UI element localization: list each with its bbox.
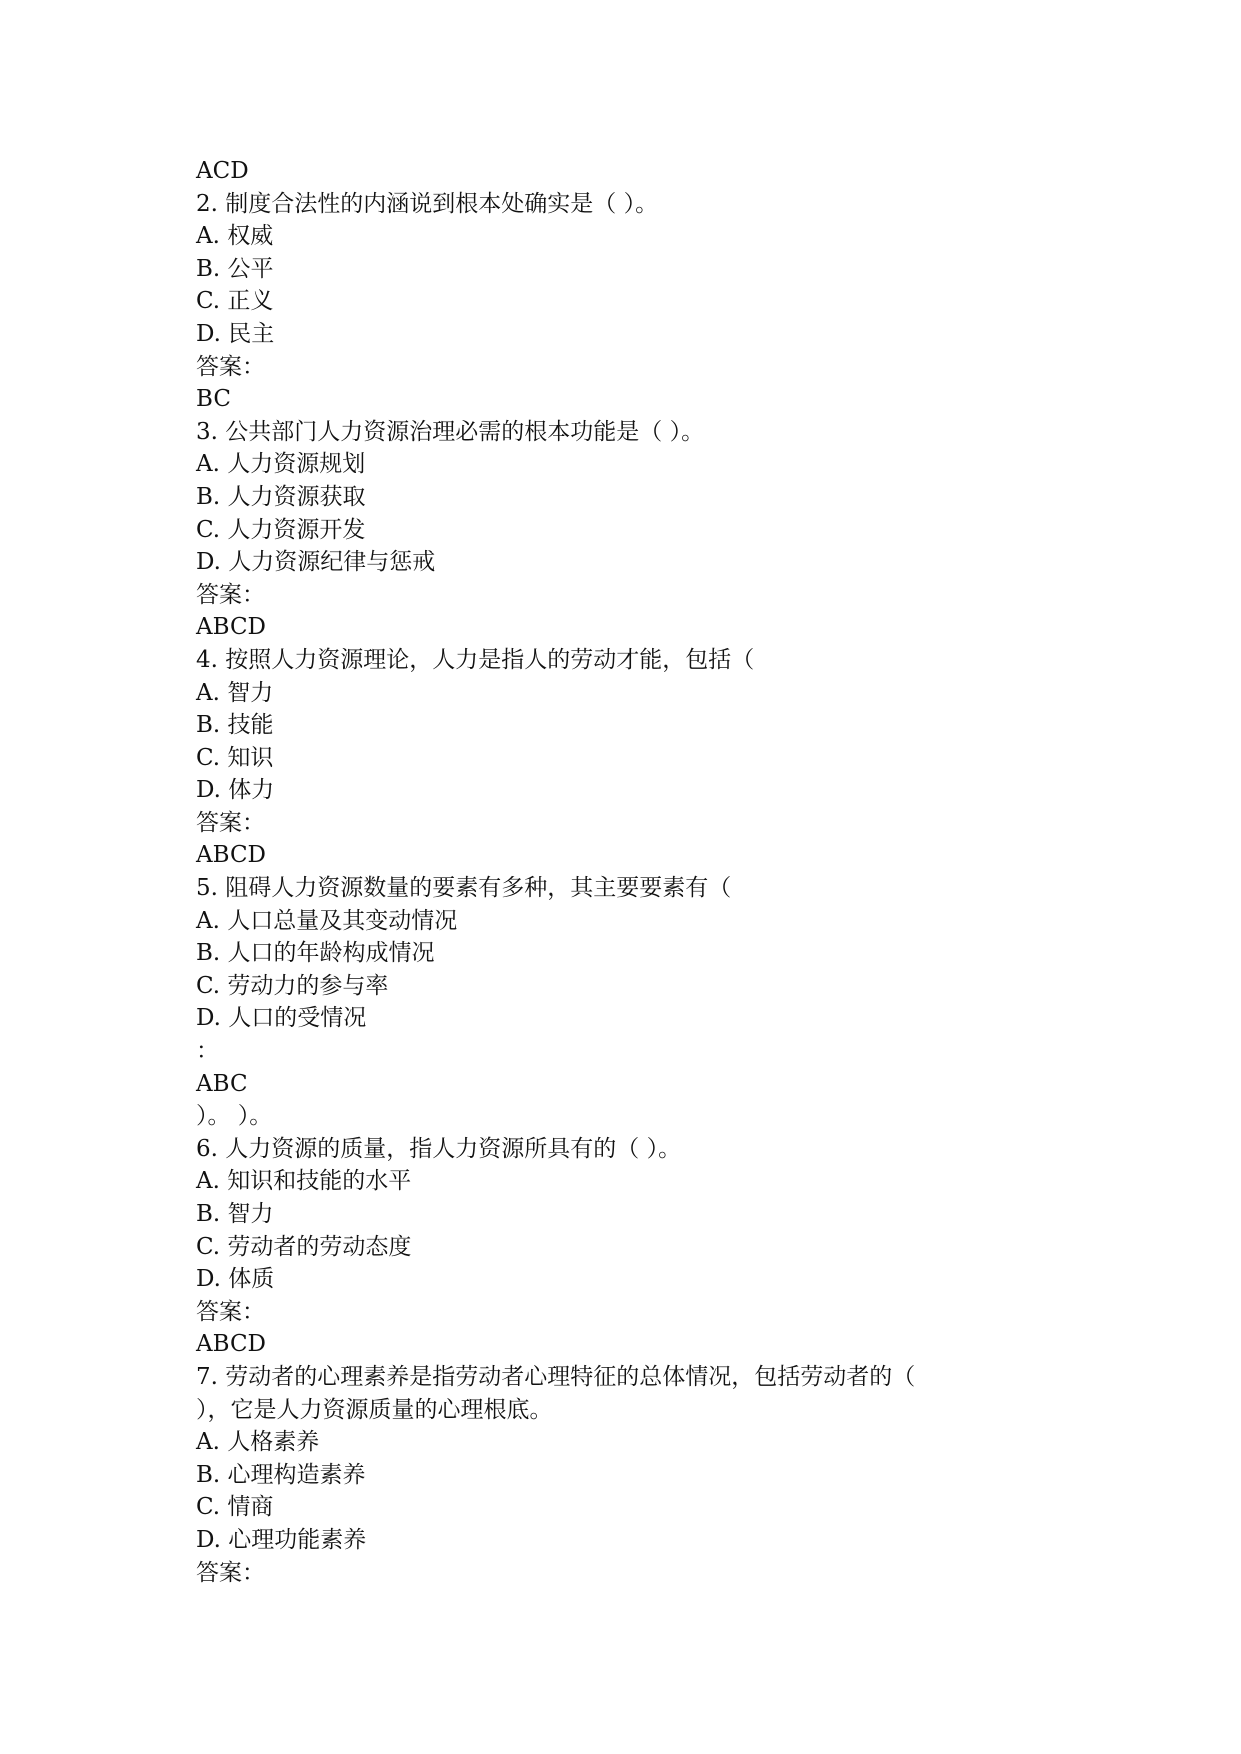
question-line: 2. 制度合法性的内涵说到根本处确实是（ ）。	[196, 190, 659, 217]
answer-line: ABCD	[196, 1331, 266, 1358]
answer-label: 答案：	[196, 1298, 265, 1325]
option-line: A. 智力	[196, 679, 274, 706]
answer-label: 答案：	[196, 581, 265, 608]
answer-label: 答案：	[196, 353, 265, 380]
option-line: B. 人力资源获取	[196, 483, 366, 510]
option-line: D. 人力资源纪律与惩戒	[196, 549, 436, 576]
question-line: 4. 按照人力资源理论，人力是指人的劳动才能，包括（	[196, 646, 755, 673]
option-line: D. 心理功能素养	[196, 1526, 367, 1553]
option-line: D. 体力	[196, 777, 275, 804]
question-line: 7. 劳动者的心理素养是指劳动者心理特征的总体情况，包括劳动者的（	[196, 1363, 916, 1390]
option-line: C. 劳动力的参与率	[196, 972, 389, 999]
answer-line: ABCD	[196, 842, 266, 869]
option-line: B. 技能	[196, 712, 274, 739]
option-line: A. 人格素养	[196, 1429, 320, 1456]
answer-line: BC	[196, 386, 231, 413]
question-line: 3. 公共部门人力资源治理必需的根本功能是（ ）。	[196, 418, 705, 445]
answer-label: 答案：	[196, 1559, 265, 1586]
option-line: C. 人力资源开发	[196, 516, 366, 543]
option-line: D. 体质	[196, 1266, 275, 1293]
option-line: D. 民主	[196, 320, 275, 347]
document-body	[196, 155, 1096, 1589]
option-line: A. 人力资源规划	[196, 451, 366, 478]
question-line: 5. 阻碍人力资源数量的要素有多种，其主要要素有（	[196, 875, 732, 902]
option-line: B. 心理构造素养	[196, 1461, 366, 1488]
question-line: 6. 人力资源的质量，指人力资源所具有的（ ）。	[196, 1135, 682, 1162]
option-line: D. 人口的受情况	[196, 1005, 367, 1032]
option-line: C. 劳动者的劳动态度	[196, 1233, 412, 1260]
answer-line: ACD	[196, 158, 249, 184]
option-line: A. 知识和技能的水平	[196, 1168, 412, 1195]
option-line: C. 正义	[196, 288, 274, 315]
option-line: A. 人口总量及其变动情况	[196, 907, 458, 934]
option-line: B. 公平	[196, 255, 274, 282]
question-continuation-line: ），它是人力资源质量的心理根底。	[196, 1396, 553, 1423]
answer-line: ABCD	[196, 614, 266, 641]
answer-label: ：	[196, 1038, 219, 1065]
option-line: C. 情商	[196, 1494, 274, 1521]
answer-label: 答案：	[196, 809, 265, 836]
text-line: ）。 ）。	[196, 1103, 273, 1130]
answer-line: ABC	[196, 1070, 248, 1097]
option-line: A. 权威	[196, 223, 274, 250]
option-line: C. 知识	[196, 744, 274, 771]
option-line: B. 人口的年龄构成情况	[196, 940, 435, 967]
option-line: B. 智力	[196, 1201, 274, 1227]
